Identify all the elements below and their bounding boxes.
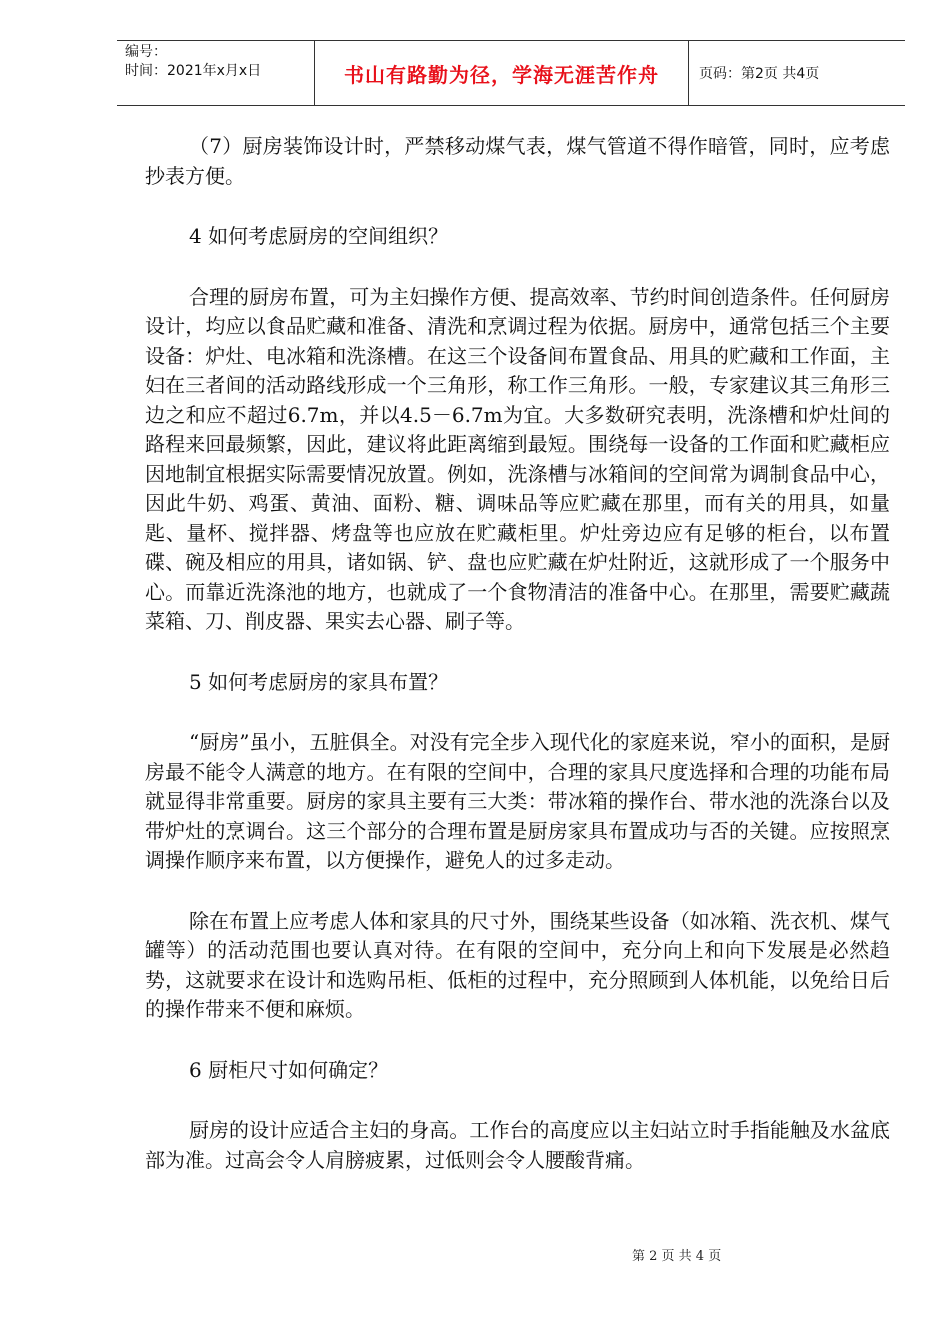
paragraph-equipment-space: 除在布置上应考虑人体和家具的尺寸外，围绕某些设备（如冰箱、洗衣机、煤气罐等）的活动范围也要认真对待。在有限的空间中，充分向上和向下发展是必然趋势，这就要求在设计和选购吊柜、低柜的过程中，充分照顾到人体机能，以免给日后的操作带来不便和麻烦。 — [145, 908, 890, 1021]
paragraph-item-7: （7）厨房装饰设计时，严禁移动煤气表，煤气管道不得作暗管，同时，应考虑抄表方便。 — [145, 134, 890, 188]
paragraph-cabinet-size: 厨房的设计应适合主妇的身高。工作台的高度应以主妇站立时手指能触及水盆底部为准。过高会令人肩膀疲累，过低则会令人腰酸背痛。 — [145, 1118, 890, 1172]
paragraph-furniture-layout: “厨房”虽小，五脏俱全。对没有完全步入现代化的家庭来说，窄小的面积，是厨房最不能令人满意的地方。在有限的空间中，合理的家具尺度选择和合理的功能布局就显得非常重要。厨房的家具主要有三大类：带冰箱的操作台、带水池的洗涤台以及带炉灶的烹调台。这三个部分的合理布置是厨房家具布置成功与否的关键。应按照烹调操作顺序来布置，以方便操作，避免人的过多走动。 — [145, 730, 890, 872]
document-header — [117, 40, 905, 106]
section-heading-6: 6 厨柜尺寸如何确定？ — [189, 1057, 389, 1082]
section-heading-5: 5 如何考虑厨房的家具布置？ — [189, 669, 449, 694]
header-motto: 书山有路勤为径，学海无涯苦作舟 — [315, 41, 689, 105]
section-heading-4: 4 如何考虑厨房的空间组织？ — [189, 224, 449, 248]
paragraph-space-organization: 合理的厨房布置，可为主妇操作方便、提高效率、节约时间创造条件。任何厨房设计，均应以食品贮藏和准备、清洗和烹调过程为依据。厨房中，通常包括三个主要设备：炉灶、电冰箱和洗涤槽。在这三个设备间布置食品、用具的贮藏和工作面，主妇在三者间的活动路线形成一个三角形，称工作三角形。一般，专家建议其三角形三边之和应不超过6.7m，并以4.5－6.7m为宜。大多数研究表明，洗涤槽和炉灶间的路程来回最频繁，因此，建议将此距离缩到最短。围绕每一设备的工作面和贮藏柜应因地制宜根据实际需要情况放置。例如，洗涤槽与冰箱间的空间常为调制食品中心，因此牛奶、鸡蛋、黄油、面粉、糖、调味品等应贮藏在那里，而有关的用具，如量匙、量杯、搅拌器、烤盘等也应放在贮藏柜里。炉灶旁边应有足够的柜台，以布置碟、碗及相应的用具，诸如锅、铲、盘也应贮藏在炉灶附近，这就形成了一个服务中心。而靠近洗涤池的地方，也就成了一个食物清洁的准备中心。在那里，需要贮藏蔬菜箱、刀、削皮器、果实去心器、刷子等。 — [145, 284, 890, 633]
header-meta-cell — [117, 41, 315, 105]
time-label: 时间：2021年x月x日 — [125, 63, 262, 79]
serial-number-label: 编号： — [125, 44, 167, 60]
page-footer: 第 2 页 共 4 页 — [632, 1249, 722, 1264]
document-body — [145, 132, 890, 1206]
header-page-number: 页码：第2页 共4页 — [699, 66, 820, 82]
